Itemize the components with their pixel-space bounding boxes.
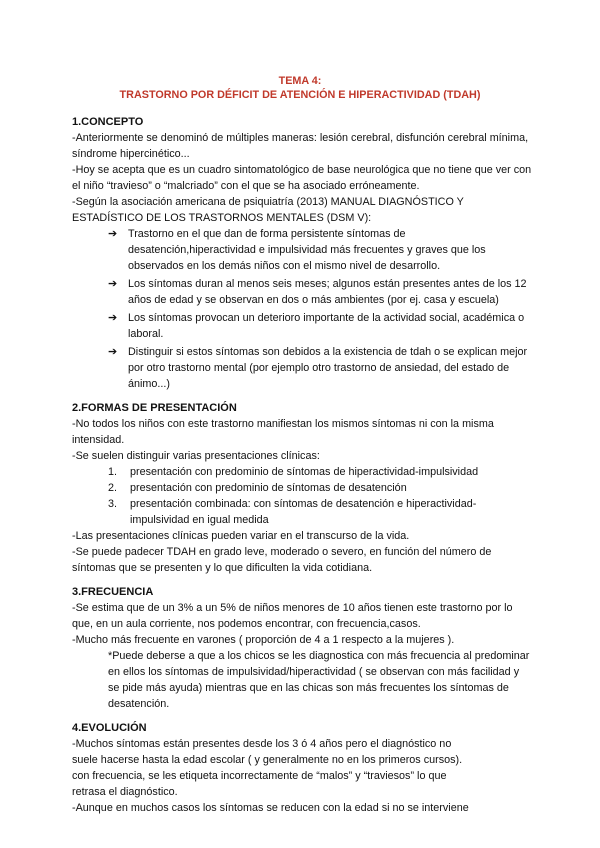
paragraph: -Mucho más frecuente en varones ( proporción de 4 a 1 respecto a la mujeres ). (72, 634, 455, 646)
paragraph: -Según la asociación americana de psiquiatría (2013) MANUAL DIAGNÓSTICO Y ESTADÍSTICO DE LOS TRASTORNOS MENTALES (DSM V): (72, 196, 464, 224)
paragraph: -Se estima que de un 3% a un 5% de niños menores de 10 años tienen este trastorno por lo que, en un aula corriente, nos podemos encontrar, con frecuencia,casos. (72, 602, 513, 630)
document-title: TRASTORNO POR DÉFICIT DE ATENCIÓN E HIPERACTIVIDAD (TDAH) (119, 89, 481, 101)
section-heading: 3.FRECUENCIA (72, 586, 154, 598)
paragraph: -Hoy se acepta que es un cuadro sintomatológico de base neurológica que no tiene que ver con el niño “travieso” o “malcriado” con el que se ha asociado erróneamente. (72, 164, 532, 192)
paragraph: -Las presentaciones clínicas pueden variar en el transcurso de la vida. (72, 530, 410, 542)
text-line: con frecuencia, se les etiqueta incorrectamente de “malos” y “traviesos” lo que (72, 770, 447, 782)
list-item: ➔ Los síntomas duran al menos seis meses; algunos están presentes antes de los 12 años de edad y se observan en dos o más ambientes (por ej. casa y escuela) (108, 278, 527, 306)
numbered-list (72, 464, 532, 528)
footnote-paragraph: *Puede deberse a que a los chicos se les diagnostica con más frecuencia al predominar en ellos los síntomas de impulsividad/hiperactividad ( se observan con más facilidad y se pide más ayuda) mientras que en las chicas son más frecuentes los síntomas de desatención. (108, 650, 530, 710)
list-item: 2. presentación con predominio de síntomas de desatención (108, 482, 407, 494)
list-item: ➔ Distinguir si estos síntomas son debidos a la existencia de tdah o se explican mejor por otro trastorno mental (por ejemplo otro trastorno de ansiedad, del estado de ánimo...) (108, 346, 528, 390)
section-evolucion (72, 720, 532, 816)
section-heading: 1.CONCEPTO (72, 116, 144, 128)
paragraph: -Anteriormente se denominó de múltiples maneras: lesión cerebral, disfunción cerebral mínima, síndrome hipercinético... (72, 132, 529, 160)
text-line: -Aunque en muchos casos los síntomas se reducen con la edad si no se interviene (72, 802, 469, 814)
list-item: ➔ Los síntomas provocan un deterioro importante de la actividad social, académica o laboral. (108, 312, 525, 340)
list-item: 1. presentación con predominio de síntomas de hiperactividad-impulsividad (108, 466, 479, 478)
list-item: ➔ Trastorno en el que dan de forma persistente síntomas de desatención,hiperactividad e impulsividad más frecuentes y graves que los observados en los demás niños con el mismo nivel de desarrollo. (108, 228, 486, 272)
text-line: retrasa el diagnóstico. (72, 786, 178, 798)
paragraph: -Se suelen distinguir varias presentaciones clínicas: (72, 450, 320, 462)
paragraph: -No todos los niños con este trastorno manifiestan los mismos síntomas ni con la misma intensidad. (72, 418, 494, 446)
section-formas (72, 400, 532, 576)
section-frecuencia (72, 584, 532, 712)
paragraph: -Se puede padecer TDAH en grado leve, moderado o severo, en función del número de síntomas que se presenten y lo que dificulten la vida cotidiana. (72, 546, 492, 574)
list-item: 3. presentación combinada: con síntomas de desatención e hiperactividad-impulsividad en igual medida (108, 498, 477, 526)
arrow-icon: ➔ (108, 278, 118, 290)
section-concepto (72, 114, 532, 392)
section-heading: 2.FORMAS DE PRESENTACIÓN (72, 402, 237, 414)
topic-number: TEMA 4: (278, 75, 322, 87)
document-body (72, 114, 532, 824)
arrow-icon: ➔ (108, 346, 118, 358)
arrow-list (72, 226, 532, 392)
text-line: suele hacerse hasta la edad escolar ( y generalmente no en los primeros cursos). (72, 754, 463, 766)
section-heading: 4.EVOLUCIÓN (72, 722, 147, 734)
text-line: -Muchos síntomas están presentes desde los 3 ó 4 años pero el diagnóstico no (72, 738, 452, 750)
arrow-icon: ➔ (108, 228, 118, 240)
arrow-icon: ➔ (108, 312, 118, 324)
